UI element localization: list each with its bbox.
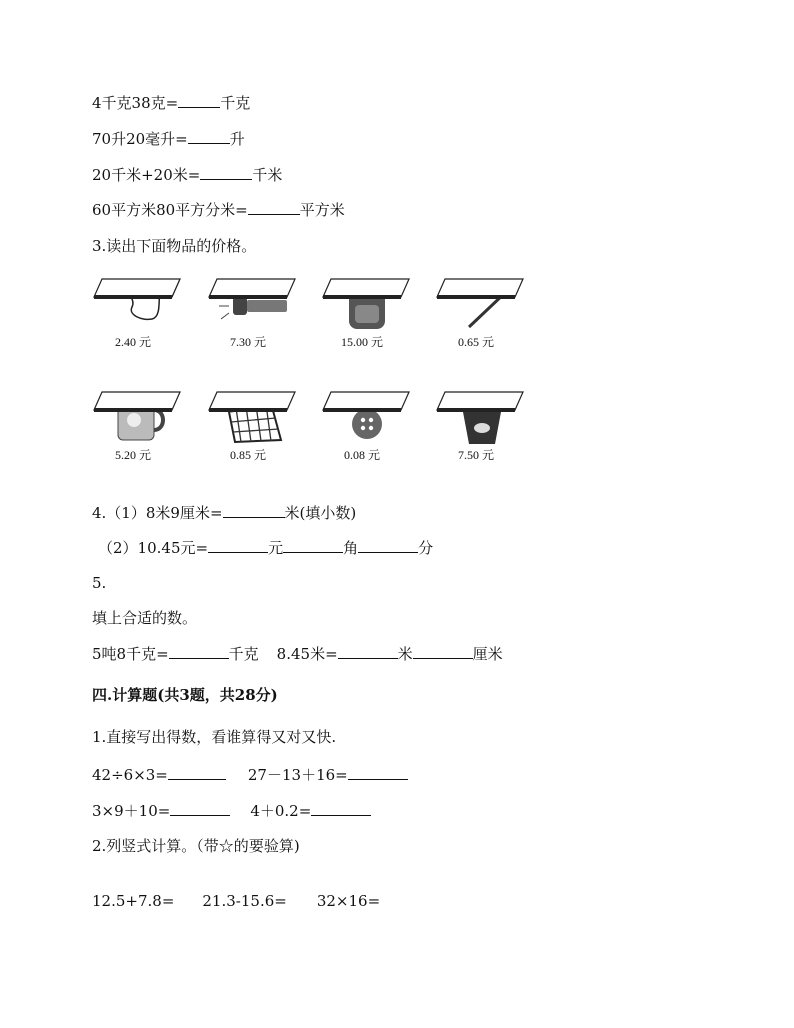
q5-number: 5.	[92, 574, 107, 592]
price-item-fries	[435, 390, 525, 470]
q4-part2	[98, 538, 433, 558]
conversion-3-left: 20千米+20米=	[92, 166, 201, 184]
calc-row-2	[92, 801, 371, 821]
q4-part1-prefix: 4.（1）8米9厘米=	[92, 504, 223, 522]
calc-row2-b: 4＋0.2=	[250, 802, 312, 820]
answer-blank[interactable]	[168, 765, 226, 780]
answer-blank[interactable]	[170, 801, 230, 816]
price-plate	[435, 390, 525, 414]
q5-a-prefix: 5吨8千克=	[92, 645, 169, 663]
price-label: 0.08 元	[343, 448, 380, 462]
conversion-4-left: 60平方米80平方分米=	[92, 201, 248, 219]
calc-row1-a: 42÷6×3=	[92, 766, 168, 784]
price-label: 15.00 元	[340, 335, 383, 349]
price-item-earphone	[92, 277, 182, 357]
price-label: 0.65 元	[457, 335, 494, 349]
answer-blank[interactable]	[208, 538, 268, 553]
conversion-1-left: 4千克38克=	[92, 94, 179, 112]
price-item-toothbrush	[435, 277, 525, 357]
answer-blank[interactable]	[169, 644, 229, 659]
price-label: 2.40 元	[114, 335, 151, 349]
vertical-expr-2: 21.3-15.6=	[202, 892, 287, 910]
q5-items	[92, 644, 503, 664]
q5-a-unit: 千克	[228, 645, 259, 663]
q4-part1-suffix: 米(填小数)	[284, 504, 357, 522]
q3-title: 3.读出下面物品的价格。	[92, 237, 257, 255]
price-item-flashlight	[207, 277, 297, 357]
q5-b-unit-cm: 厘米	[472, 645, 503, 663]
conversion-3-unit: 千米	[252, 166, 283, 184]
vertical-expr-1: 12.5+7.8=	[92, 892, 175, 910]
calc-q2-title: 2.列竖式计算。（带☆的要验算)	[92, 837, 300, 855]
price-plate	[92, 390, 182, 414]
conversion-2	[92, 129, 245, 149]
price-label: 5.20 元	[114, 448, 151, 462]
q5-text: 填上合适的数。	[92, 609, 198, 627]
conversion-2-left: 70升20毫升=	[92, 130, 188, 148]
q4-part2-unit-yuan: 元	[268, 539, 284, 557]
conversion-2-unit: 升	[229, 130, 245, 148]
answer-blank[interactable]	[200, 165, 252, 180]
price-label: 0.85 元	[229, 448, 266, 462]
answer-blank[interactable]	[283, 538, 343, 553]
calc-row-1	[92, 765, 408, 785]
answer-blank[interactable]	[338, 644, 398, 659]
answer-blank[interactable]	[223, 503, 285, 518]
answer-blank[interactable]	[413, 644, 473, 659]
q4-part1	[92, 503, 356, 523]
price-plate	[207, 277, 297, 301]
answer-blank[interactable]	[358, 538, 418, 553]
conversion-1	[92, 93, 250, 113]
price-label: 7.30 元	[229, 335, 266, 349]
price-plate	[321, 390, 411, 414]
price-item-button	[321, 390, 411, 470]
price-plate	[321, 277, 411, 301]
answer-blank[interactable]	[178, 93, 220, 108]
conversion-4-unit: 平方米	[299, 201, 345, 219]
price-item-mug	[92, 390, 182, 470]
q4-part2-prefix: （2）10.45元=	[98, 539, 209, 557]
conversion-1-unit: 千克	[220, 94, 251, 112]
q4-part2-unit-fen: 分	[418, 539, 434, 557]
calc-q1-title: 1.直接写出得数，看谁算得又对又快.	[92, 728, 337, 746]
vertical-expr-3: 32×16=	[316, 892, 381, 910]
q5-b-unit-m: 米	[397, 645, 413, 663]
answer-blank[interactable]	[348, 765, 408, 780]
q5-b-prefix: 8.45米=	[276, 645, 338, 663]
price-plate	[92, 277, 182, 301]
vertical-calc-row	[92, 891, 380, 911]
price-item-backpack	[321, 277, 411, 357]
answer-blank[interactable]	[248, 200, 300, 215]
price-item-handkerchief	[207, 390, 297, 470]
calc-row1-b: 27－13＋16=	[247, 766, 348, 784]
q4-part2-unit-jiao: 角	[343, 539, 359, 557]
price-plate	[207, 390, 297, 414]
section-title: 四.计算题(共3题，共28分)	[92, 686, 278, 704]
price-plate	[435, 277, 525, 301]
price-label: 7.50 元	[457, 448, 494, 462]
calc-row2-a: 3×9＋10=	[92, 802, 171, 820]
answer-blank[interactable]	[188, 129, 230, 144]
conversion-4	[92, 200, 345, 220]
conversion-3	[92, 165, 282, 185]
answer-blank[interactable]	[311, 801, 371, 816]
